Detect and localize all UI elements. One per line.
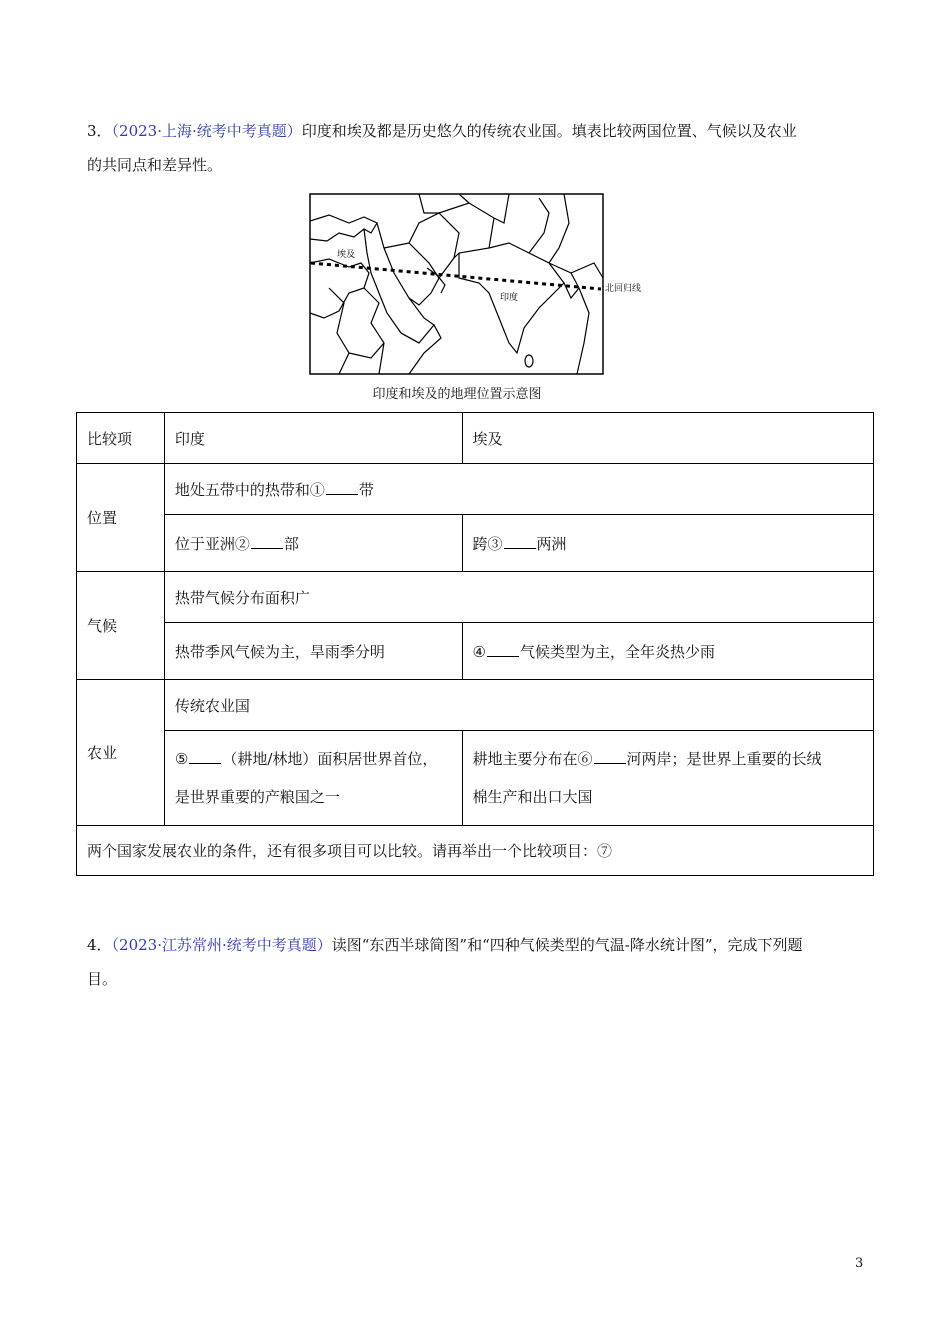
page-number: 3 [855, 1256, 864, 1271]
question-4 [87, 928, 877, 996]
blank-2[interactable] [251, 534, 283, 549]
table-footer: 两个国家发展农业的条件，还有很多项目可以比较。请再举出一个比较项目：⑦ [77, 826, 874, 876]
row-label-climate: 气候 [77, 572, 165, 680]
map-caption: 印度和埃及的地理位置示意图 [372, 387, 542, 402]
row-label-position: 位置 [77, 464, 165, 572]
question-source: （2023·江苏常州·统考中考真题） [111, 936, 332, 954]
question-text-cont: 的共同点和差异性。 [87, 156, 223, 174]
blank-3[interactable] [504, 534, 536, 549]
header-egypt: 埃及 [462, 413, 873, 464]
table-footer-row [77, 826, 874, 876]
table-row [77, 515, 874, 572]
climate-egypt: ④ 气候类型为主，全年炎热少雨 [462, 623, 873, 680]
question-number: 4． [87, 936, 112, 954]
blank-6[interactable] [594, 749, 626, 764]
agriculture-india: ⑤ （耕地/林地）面积居世界首位， 是世界重要的产粮国之一 [164, 731, 462, 826]
agriculture-common: 传统农业国 [164, 680, 873, 731]
table-header-row [77, 413, 874, 464]
climate-common: 热带气候分布面积广 [164, 572, 873, 623]
table-row [77, 731, 874, 826]
question-3 [87, 114, 877, 182]
table-row [77, 572, 874, 623]
climate-india: 热带季风气候为主，旱雨季分明 [164, 623, 462, 680]
map-label-india: 印度 [500, 293, 519, 303]
question-source: （2023·上海·统考中考真题） [111, 122, 302, 140]
header-india: 印度 [164, 413, 462, 464]
map-figure [309, 193, 642, 376]
question-text: 读图“东西半球简图”和“四种气候类型的气温-降水统计图”，完成下列题 [331, 936, 803, 954]
blank-1[interactable] [326, 480, 358, 495]
position-india: 位于亚洲② 部 [164, 515, 462, 572]
map-label-tropic: 北回归线 [605, 284, 642, 294]
table-row [77, 464, 874, 515]
blank-5[interactable] [189, 749, 221, 764]
comparison-table [76, 412, 874, 876]
row-label-agriculture: 农业 [77, 680, 165, 826]
header-compare-item: 比较项 [77, 413, 165, 464]
question-text-cont: 目。 [87, 970, 118, 988]
question-number: 3． [87, 122, 112, 140]
position-common: 地处五带中的热带和① 带 [164, 464, 873, 515]
blank-4[interactable] [487, 642, 519, 657]
table-row [77, 680, 874, 731]
map-svg [309, 193, 605, 376]
question-text: 印度和埃及都是历史悠久的传统农业国。填表比较两国位置、气候以及农业 [301, 122, 797, 140]
position-egypt: 跨③ 两洲 [462, 515, 873, 572]
table-row [77, 623, 874, 680]
map-label-egypt: 埃及 [337, 250, 356, 260]
agriculture-egypt: 耕地主要分布在⑥ 河两岸；是世界上重要的长绒 棉生产和出口大国 [462, 731, 873, 826]
